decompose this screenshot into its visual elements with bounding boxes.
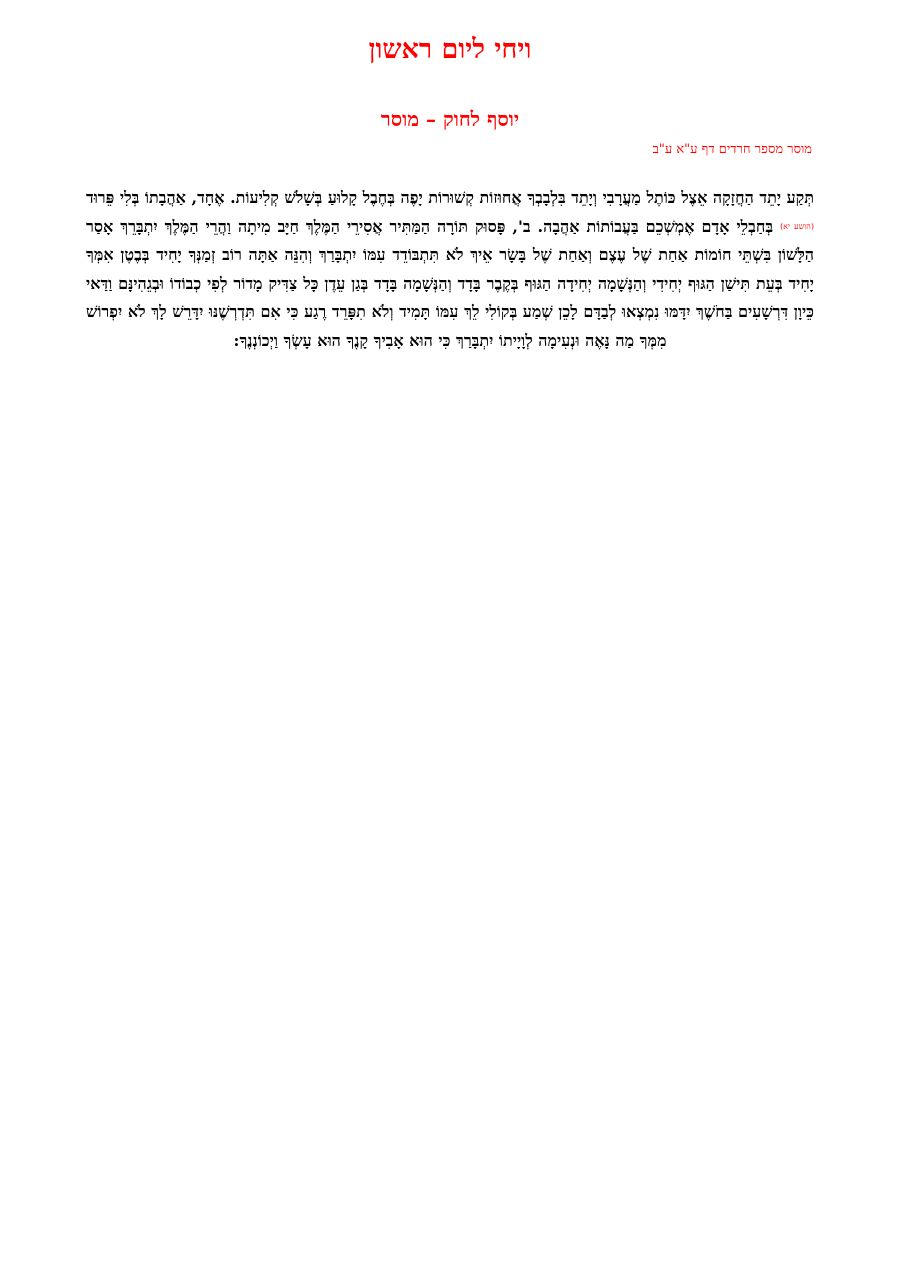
body-text-start: תְּקַע יָתֵד הַחֲזָקָה אֵצֶל כּוֹתֶל מַעֲרָבִי וְיָתֵד בִּלְבָבְךָ אֲחוּזוֹת קְשׁוּרוֹת יָפֶה בְּחֶבֶל קָלוּעַ בְּשָׁלֹשׁ קְלִיעוֹת. אֶחָד, אַהֲבָתוֹ בְּלִי פֵּרוּד xyxy=(86,188,814,207)
body-paragraph xyxy=(86,184,814,356)
body-text-end: בְּחַבְלֵי אָדָם אֶמְשְׁכֵם בַּעֲבוֹתוֹת אַהֲבָה. ב', פָּסוּק תּוֹרָה הַמַּתִּיר אֲסִירֵי הַמֶּלֶךְ חַיָּב מִיתָה וַהֲרֵי הַמֶּלֶךְ יִתְבָּרֵךְ אָסַר הַלָּשׁוֹן בִּשְׁתֵּי חוֹמוֹת אַחַת שֶׁל עֶצֶם וְאַחַת שֶׁל בָּשָׂר אֵיךְ לֹא תִּתְבּוֹדֵד עִמּוֹ יִתְבָּרַךְ וְהִנֵּה אַתָּה רוֹב זְמַנְּךָ יָחִיד בְּבֶטֶן אִמְּךָ יָחִיד בְּעֵת תִּישַׁן הַגּוּף יְחִידִי וְהַנְּשָׁמָה יְחִידָה הַגּוּף בְּקֶבֶר בָּדָד וְהַנְּשָׁמָה בָּדָד בְּגַן עֵדֶן כָּל צַדִּיק מָדוֹר לְפִי כְבוֹדוֹ וּבְגֵהִינָּם וַדַּאי כֵּיוָן דִּרְשָׁעִים בַּחֹשֶׁךְ יִדָּמּוּ נִמְצְאוּ לְבַדָּם לָכֵן שְׁמַע בְּקוֹלִי לֵךְ עִמּוֹ תָּמִיד וְלֹא תִפָּרֵד רֶגַע כִּי אִם תִּדְרְשֶׁנּוּ יִדָּרֵשׁ לָךְ לֹא יִפְרוֹשׁ מִמְּךָ מַה נָּאֶה וּנְעִימָה לְוָיָיתוֹ יִתְבָּרַךְ כִּי הוּא אָבִיךָ קָנֶךָ הוּא עָשְׂךָ וַיְכוֹנְנֶךָ: xyxy=(86,216,814,350)
page-title: ויחי ליום ראשון xyxy=(368,34,532,65)
scripture-reference: (הושע יא) xyxy=(780,221,815,231)
source-citation: מוסר מספר חרדים דף ע"א ע"ב xyxy=(652,142,812,157)
page-subtitle: יוסף לחוק – מוסר xyxy=(380,107,520,131)
